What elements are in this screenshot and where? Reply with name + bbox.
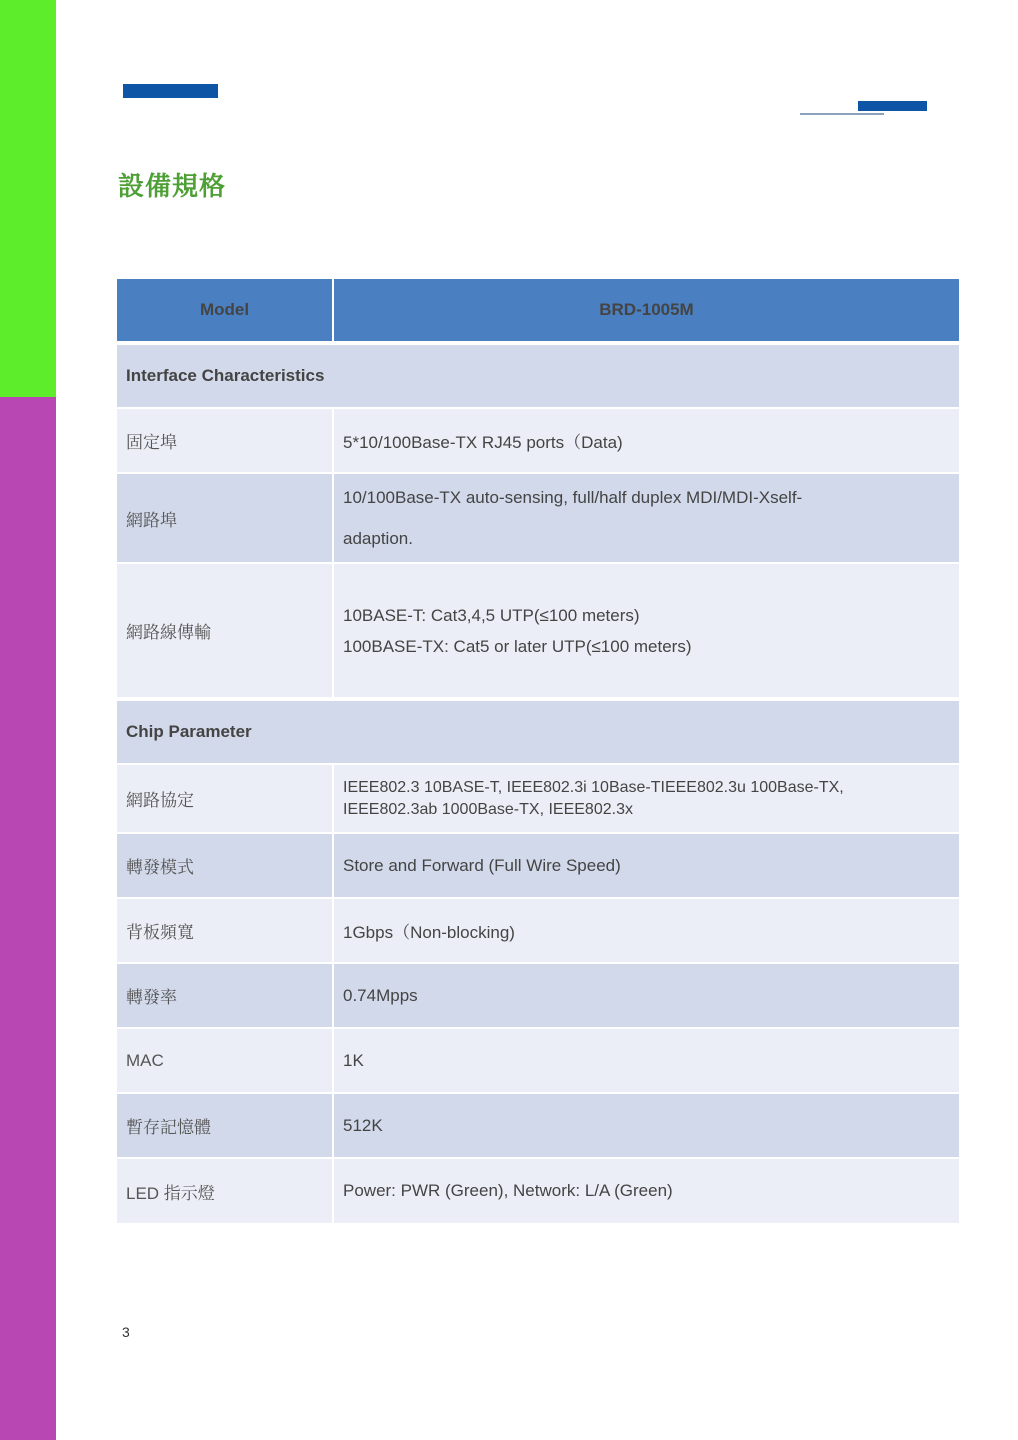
- table-row: [117, 962, 959, 1027]
- row-value: IEEE802.3 10BASE-T, IEEE802.3i 10Base-TIEEE802.3u 100Base-TX, IEEE802.3ab 1000Base-TX, IEEE802.3x: [334, 763, 959, 832]
- row-value: 1Gbps（Non-blocking): [334, 897, 959, 962]
- table-header-row: [117, 279, 959, 341]
- section-title: Chip Parameter: [117, 697, 959, 763]
- row-value: 10/100Base-TX auto-sensing, full/half duplex MDI/MDI-Xself- adaption.: [334, 472, 959, 562]
- row-label: MAC: [117, 1027, 334, 1092]
- side-stripe-purple: [0, 397, 56, 1440]
- table-row: [117, 1027, 959, 1092]
- side-stripe-green: [0, 0, 56, 397]
- row-label: LED 指示燈: [117, 1157, 334, 1223]
- section-title: Interface Characteristics: [117, 341, 959, 407]
- header-accent-line-right: [800, 113, 884, 115]
- header-accent-bar-left: [123, 84, 218, 98]
- header-accent-bar-right: [858, 101, 927, 111]
- page-number: 3: [122, 1324, 130, 1340]
- table-row: [117, 472, 959, 562]
- table-row: [117, 1092, 959, 1157]
- table-row: [117, 562, 959, 697]
- table-row: [117, 1157, 959, 1223]
- row-label: 固定埠: [117, 407, 334, 472]
- row-value: 1K: [334, 1027, 959, 1092]
- page-title: 設備規格: [118, 171, 227, 201]
- row-value: Store and Forward (Full Wire Speed): [334, 832, 959, 897]
- row-value: Power: PWR (Green), Network: L/A (Green): [334, 1157, 959, 1223]
- row-label: 暫存記憶體: [117, 1092, 334, 1157]
- row-label: 網路埠: [117, 472, 334, 562]
- row-value: 10BASE-T: Cat3,4,5 UTP(≤100 meters) 100BASE-TX: Cat5 or later UTP(≤100 meters): [334, 562, 959, 697]
- header-model-label: Model: [117, 279, 334, 341]
- table-row: [117, 763, 959, 832]
- table-row: [117, 832, 959, 897]
- section-header-chip: [117, 697, 959, 763]
- table-row: [117, 407, 959, 472]
- row-label: 轉發模式: [117, 832, 334, 897]
- row-value: 512K: [334, 1092, 959, 1157]
- table-row: [117, 897, 959, 962]
- spec-table: [117, 279, 959, 1223]
- section-header-interface: [117, 341, 959, 407]
- row-value: 0.74Mpps: [334, 962, 959, 1027]
- row-label: 網路線傳輸: [117, 562, 334, 697]
- header-model-value: BRD-1005M: [334, 279, 959, 341]
- row-label: 網路協定: [117, 763, 334, 832]
- row-label: 轉發率: [117, 962, 334, 1027]
- row-value: 5*10/100Base-TX RJ45 ports（Data): [334, 407, 959, 472]
- row-label: 背板頻寬: [117, 897, 334, 962]
